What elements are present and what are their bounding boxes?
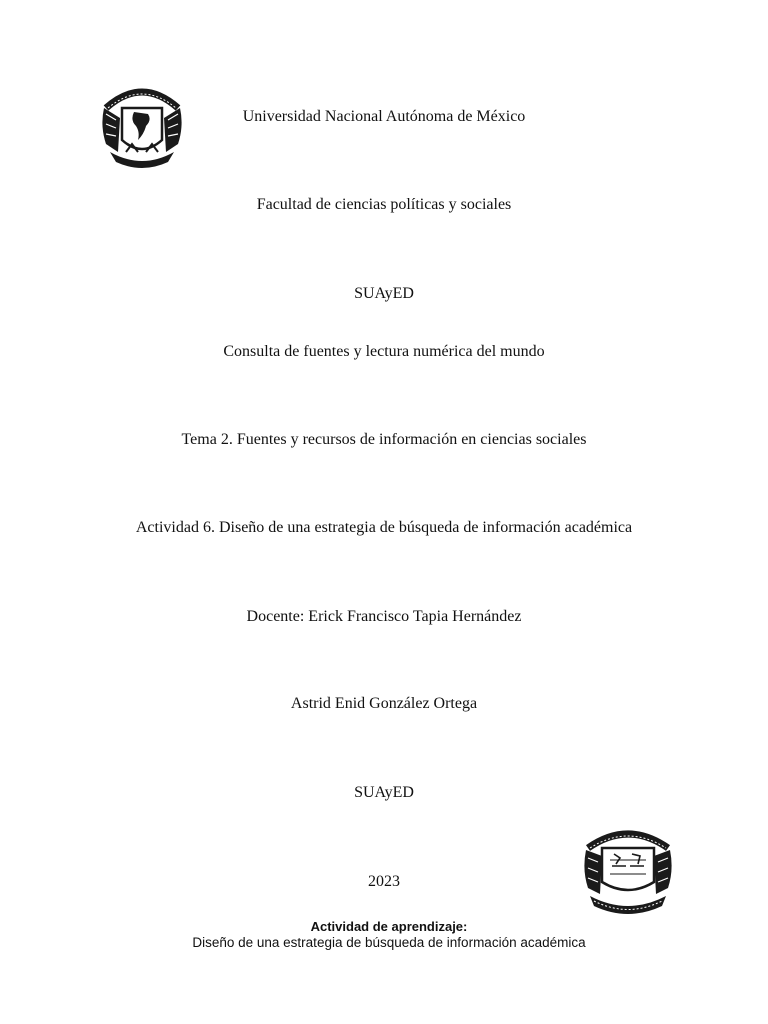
system-name: SUAyED [354, 285, 414, 302]
university-name: Universidad Nacional Autónoma de México [242, 108, 526, 125]
fcpys-seal-icon [580, 826, 676, 918]
footer-title: Actividad de aprendizaje: [310, 919, 468, 934]
course-name: Consulta de fuentes y lectura numérica del mundo [223, 343, 545, 360]
activity-title: Actividad 6. Diseño de una estrategia de búsqueda de información académica [135, 519, 633, 536]
year: 2023 [368, 873, 400, 890]
system-name-repeat: SUAyED [354, 784, 414, 801]
topic-title: Tema 2. Fuentes y recursos de información en ciencias sociales [181, 431, 587, 448]
footer-subtitle: Diseño de una estrategia de búsqueda de información académica [192, 935, 586, 950]
student-name: Astrid Enid González Ortega [290, 695, 478, 712]
teacher-name: Docente: Erick Francisco Tapia Hernández [246, 608, 522, 625]
faculty-name: Facultad de ciencias políticas y sociales [256, 196, 512, 213]
